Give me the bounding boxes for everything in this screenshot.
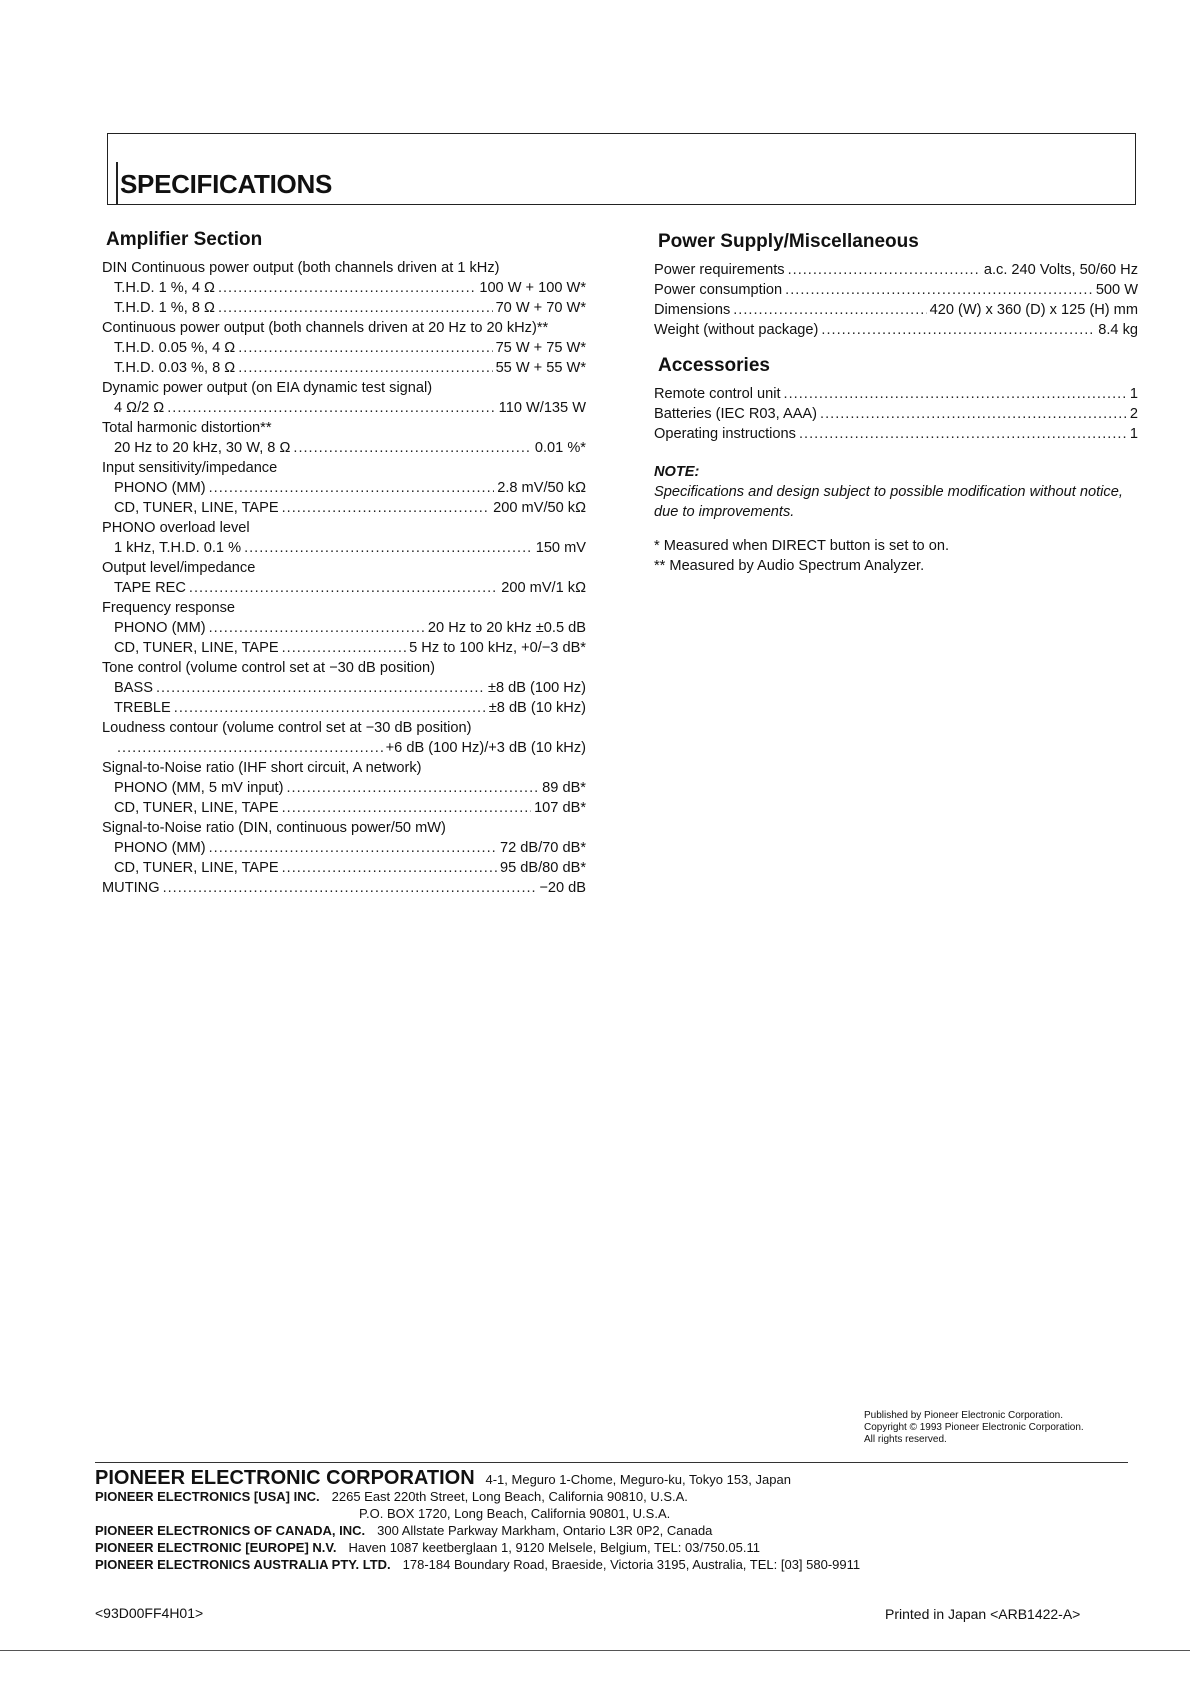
office-address: 2265 East 220th Street, Long Beach, California 90810, U.S.A. [331, 1489, 688, 1504]
printed-in: Printed in Japan <ARB1422-A> [885, 1606, 1081, 1622]
spec-group-heading: Frequency response [102, 600, 236, 616]
spec-value: ±8 dB (100 Hz) [487, 680, 586, 696]
corporation-name: PIONEER ELECTRONIC CORPORATION [95, 1467, 475, 1489]
spec-group-heading: DIN Continuous power output (both channels driven at 1 kHz) [102, 260, 500, 276]
office-line [95, 1539, 860, 1556]
leader-dots [286, 778, 539, 798]
spec-group-heading: Total harmonic distortion** [102, 420, 272, 436]
spec-group-heading: Tone control (volume control set at −30 dB position) [102, 660, 435, 676]
spec-label: PHONO (MM, 5 mV input) [114, 780, 284, 796]
accessories-heading: Accessories [658, 355, 770, 376]
leader-dots [209, 478, 495, 498]
spec-row [102, 778, 586, 798]
right-column [654, 230, 1138, 576]
spec-row [102, 398, 586, 418]
office-list [95, 1488, 860, 1573]
spec-label: Operating instructions [654, 426, 796, 442]
spec-row [654, 384, 1138, 404]
copyright-line: Copyright © 1993 Pioneer Electronic Corporation. [864, 1422, 1084, 1433]
office-name: PIONEER ELECTRONICS [USA] INC. [95, 1489, 320, 1504]
leader-dots [293, 438, 531, 458]
spec-row [102, 858, 586, 878]
spec-value: 150 mV [535, 540, 586, 556]
spec-row [102, 358, 586, 378]
spec-value: 420 (W) x 360 (D) x 125 (H) mm [929, 302, 1138, 318]
amplifier-section [102, 228, 586, 898]
spec-label: Power requirements [654, 262, 785, 278]
leader-dots [733, 300, 926, 320]
spec-row [654, 280, 1138, 300]
title-box [107, 133, 1136, 205]
title-rule [116, 162, 118, 204]
spec-value: 5 Hz to 100 kHz, +0/−3 dB* [409, 640, 586, 656]
spec-row [102, 638, 586, 658]
amplifier-heading: Amplifier Section [106, 229, 263, 250]
spec-label: Dimensions [654, 302, 731, 318]
corporation-address: 4-1, Meguro 1-Chome, Meguro-ku, Tokyo 153, Japan [485, 1472, 791, 1487]
office-address: 178-184 Boundary Road, Braeside, Victoria 3195, Australia, TEL: [03] 580-9911 [402, 1557, 861, 1572]
leader-dots [785, 280, 1093, 300]
spec-label: Weight (without package) [654, 322, 819, 338]
note-text: Specifications and design subject to possible modification without notice, due to improvements. [654, 484, 1123, 520]
spec-value: −20 dB [539, 880, 586, 896]
spec-label: TAPE REC [114, 580, 186, 596]
spec-row [102, 338, 586, 358]
spec-value: 500 W [1095, 282, 1138, 298]
leader-dots [821, 320, 1095, 340]
leader-dots [218, 278, 476, 298]
leader-dots [167, 398, 495, 418]
document-code: <93D00FF4H01> [95, 1605, 204, 1621]
leader-dots [218, 298, 493, 318]
spec-label: 1 kHz, T.H.D. 0.1 % [114, 540, 242, 556]
spec-label: T.H.D. 1 %, 4 Ω [114, 280, 215, 296]
spec-row [102, 678, 586, 698]
spec-group-heading: Signal-to-Noise ratio (IHF short circuit, A network) [102, 760, 422, 776]
leader-dots [820, 404, 1127, 424]
spec-row [102, 538, 586, 558]
spec-value: 0.01 %* [534, 440, 586, 456]
page-title: SPECIFICATIONS [120, 169, 333, 199]
spec-label: 4 Ω/2 Ω [114, 400, 165, 416]
spec-group-heading: Output level/impedance [102, 560, 256, 576]
spec-label: CD, TUNER, LINE, TAPE [114, 860, 279, 876]
spec-row [654, 404, 1138, 424]
spec-row [102, 698, 586, 718]
spec-label: T.H.D. 0.03 %, 8 Ω [114, 360, 236, 376]
leader-dots [238, 338, 492, 358]
leader-dots [799, 424, 1127, 444]
spec-row [102, 618, 586, 638]
spec-value: +6 dB (100 Hz)/+3 dB (10 kHz) [385, 740, 586, 756]
spec-row [102, 838, 586, 858]
spec-value: 70 W + 70 W* [495, 300, 586, 316]
spec-group-heading: Dynamic power output (on EIA dynamic test signal) [102, 380, 433, 396]
spec-row [102, 498, 586, 518]
leader-dots [117, 738, 383, 758]
spec-value: 95 dB/80 dB* [499, 860, 586, 876]
footer-divider [95, 1462, 1128, 1463]
spec-row [654, 320, 1138, 340]
office-address: P.O. BOX 1720, Long Beach, California 90801, U.S.A. [359, 1506, 671, 1521]
leader-dots [238, 358, 492, 378]
note-heading: NOTE: [654, 464, 700, 480]
leader-dots [282, 498, 491, 518]
office-line [95, 1505, 860, 1522]
spec-label: T.H.D. 0.05 %, 4 Ω [114, 340, 236, 356]
published-line: Published by Pioneer Electronic Corporation. [864, 1410, 1063, 1421]
rights-line: All rights reserved. [864, 1434, 947, 1445]
spec-label: TREBLE [114, 700, 171, 716]
spec-value: ±8 dB (10 kHz) [488, 700, 586, 716]
spec-value: 110 W/135 W [498, 400, 586, 416]
leader-dots [282, 798, 531, 818]
spec-label: PHONO (MM) [114, 620, 206, 636]
spec-row [102, 578, 586, 598]
office-name: PIONEER ELECTRONICS AUSTRALIA PTY. LTD. [95, 1557, 391, 1572]
spec-label: Power consumption [654, 282, 783, 298]
leader-dots [163, 878, 537, 898]
publication-notice [864, 1410, 1084, 1446]
accessories-list [654, 384, 1138, 444]
spec-group-heading: Input sensitivity/impedance [102, 460, 278, 476]
footnote: * Measured when DIRECT button is set to on. [654, 538, 949, 554]
office-name: PIONEER ELECTRONICS OF CANADA, INC. [95, 1523, 366, 1538]
spec-value: 200 mV/1 kΩ [501, 580, 586, 596]
spec-value: 107 dB* [534, 800, 586, 816]
spec-label: CD, TUNER, LINE, TAPE [114, 640, 279, 656]
bottom-divider [0, 1650, 1190, 1651]
leader-dots [244, 538, 533, 558]
spec-value: 2.8 mV/50 kΩ [497, 480, 586, 496]
spec-label: CD, TUNER, LINE, TAPE [114, 500, 279, 516]
office-name: PIONEER ELECTRONIC [EUROPE] N.V. [95, 1540, 337, 1555]
head-office [95, 1467, 860, 1489]
spec-row [102, 478, 586, 498]
power-heading: Power Supply/Miscellaneous [658, 231, 919, 252]
power-spec-list [654, 260, 1138, 340]
spec-label: BASS [114, 680, 153, 696]
spec-row [102, 278, 586, 298]
leader-dots [282, 858, 497, 878]
spec-value: 1 [1129, 386, 1138, 402]
leader-dots [209, 618, 425, 638]
spec-row [102, 738, 586, 758]
leader-dots [189, 578, 498, 598]
office-address: Haven 1087 keetberglaan 1, 9120 Melsele, Belgium, TEL: 03/750.05.11 [348, 1540, 760, 1555]
spec-row [102, 298, 586, 318]
spec-value: 200 mV/50 kΩ [493, 500, 586, 516]
leader-dots [282, 638, 407, 658]
spec-value: 72 dB/70 dB* [499, 840, 586, 856]
spec-label: PHONO (MM) [114, 480, 206, 496]
spec-label: MUTING [102, 880, 160, 896]
spec-row [102, 438, 586, 458]
spec-value: 8.4 kg [1098, 322, 1138, 338]
office-line [95, 1522, 860, 1539]
office-line [95, 1556, 860, 1573]
spec-row [654, 260, 1138, 280]
spec-row [102, 878, 586, 898]
spec-label: Batteries (IEC R03, AAA) [654, 406, 818, 422]
leader-dots [156, 678, 485, 698]
spec-group-heading: PHONO overload level [102, 520, 250, 536]
spec-label: T.H.D. 1 %, 8 Ω [114, 300, 215, 316]
amplifier-spec-list [102, 258, 586, 898]
spec-value: 89 dB* [542, 780, 586, 796]
office-address: 300 Allstate Parkway Markham, Ontario L3R 0P2, Canada [377, 1523, 713, 1538]
spec-group-heading: Loudness contour (volume control set at −30 dB position) [102, 720, 472, 736]
footnote: ** Measured by Audio Spectrum Analyzer. [654, 558, 925, 574]
spec-group-heading: Continuous power output (both channels driven at 20 Hz to 20 kHz)** [102, 320, 549, 336]
spec-value: 20 Hz to 20 kHz ±0.5 dB [427, 620, 586, 636]
spec-label: 20 Hz to 20 kHz, 30 W, 8 Ω [114, 440, 291, 456]
spec-value: 1 [1129, 426, 1138, 442]
spec-row [654, 424, 1138, 444]
spec-label: CD, TUNER, LINE, TAPE [114, 800, 279, 816]
leader-dots [174, 698, 486, 718]
spec-label: Remote control unit [654, 386, 781, 402]
spec-label: PHONO (MM) [114, 840, 206, 856]
spec-row [102, 798, 586, 818]
spec-row [654, 300, 1138, 320]
spec-value: 100 W + 100 W* [479, 280, 586, 296]
spec-value: 55 W + 55 W* [495, 360, 586, 376]
spec-value: a.c. 240 Volts, 50/60 Hz [983, 262, 1138, 278]
leader-dots [784, 384, 1127, 404]
corporate-addresses [95, 1467, 861, 1573]
leader-dots [209, 838, 497, 858]
leader-dots [788, 260, 981, 280]
spec-value: 2 [1129, 406, 1138, 422]
office-line [95, 1488, 860, 1505]
spec-group-heading: Signal-to-Noise ratio (DIN, continuous power/50 mW) [102, 820, 446, 836]
spec-value: 75 W + 75 W* [495, 340, 586, 356]
